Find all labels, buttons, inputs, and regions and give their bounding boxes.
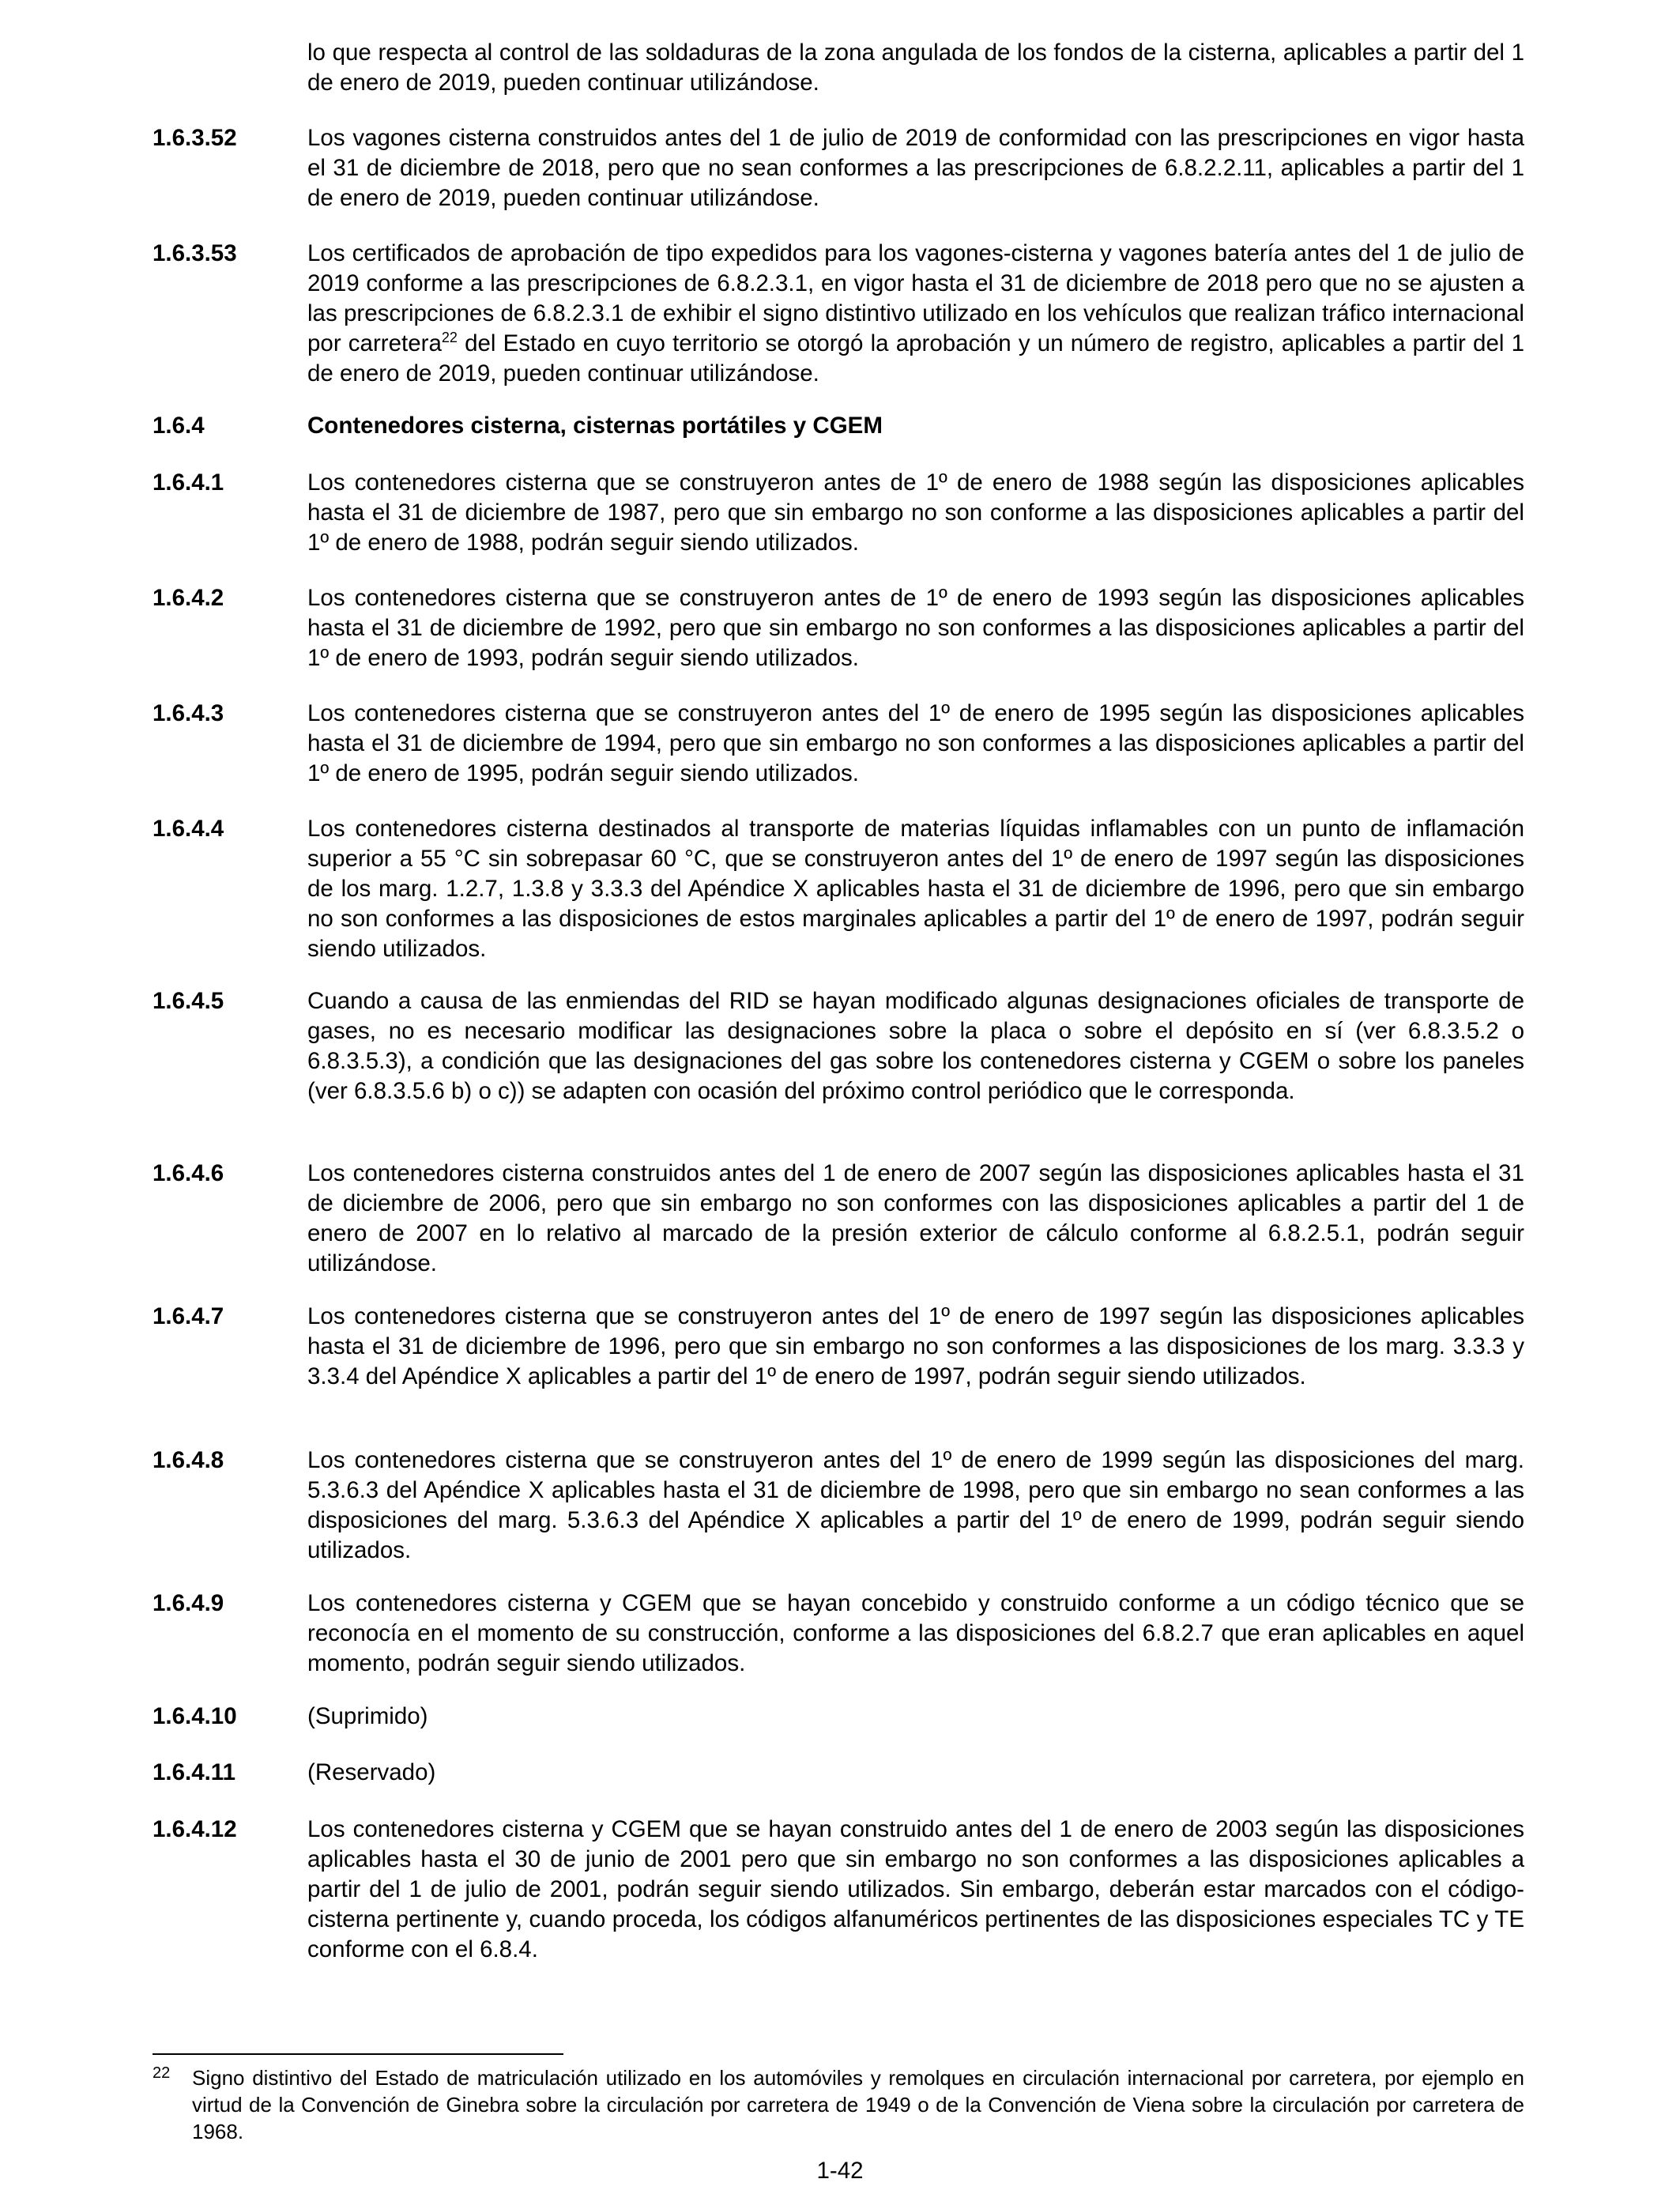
section-1-6-4-2 [153, 583, 1524, 673]
section-1-6-4-1 [153, 468, 1524, 558]
section-number: 1.6.4.11 [153, 1759, 235, 1785]
section-1-6-4-8 [153, 1446, 1524, 1566]
section-text: (Reservado) [307, 1759, 436, 1785]
section-text: Los contenedores cisterna que se construyeron antes del 1º de enero de 1997 según las disposiciones aplicables hasta el 31 de diciembre de 1996, pero que sin embargo no son conformes a las disposiciones de los marg. 3.3.3 y 3.3.4 del Apéndice X aplicables a partir del 1º de enero de 1997, podrán seguir siendo utilizados. [307, 1303, 1524, 1389]
section-number: 1.6.4.10 [153, 1703, 237, 1729]
footnote-mark: 22 [153, 2064, 171, 2082]
section-text: Los contenedores cisterna que se construyeron antes del 1º de enero de 1999 según las disposiciones del marg. 5.3.6.3 del Apéndice X aplicables hasta el 31 de diciembre de 1998, pero que sin embargo no sean conformes a las disposiciones del marg. 5.3.6.3 del Apéndice X aplicables a partir del 1º de enero de 1999, podrán seguir siendo utilizados. [307, 1447, 1524, 1563]
section-text: Cuando a causa de las enmiendas del RID se hayan modificado algunas designaciones oficiales de transporte de gases, no es necesario modificar las designaciones sobre la placa o sobre el depósito en sí (ver 6.8.3.5.2 o 6.8.3.5.3), a condición que las designaciones del gas sobre los contenedores cisterna y CGEM o sobre los paneles (ver 6.8.3.5.6 b) o c)) se adapten con ocasión del próximo control periódico que le corresponda. [307, 988, 1524, 1104]
section-1-6-4-3 [153, 699, 1524, 789]
section-1-6-4-12 [153, 1815, 1524, 1965]
section-number: 1.6.4.4 [153, 816, 224, 842]
section-number: 1.6.3.53 [153, 240, 237, 266]
section-text: Los contenedores cisterna que se construyeron antes de 1º de enero de 1988 según las disposiciones aplicables hasta el 31 de diciembre de 1987, pero que sin embargo no son conforme a las disposiciones aplicables a partir del 1º de enero de 1988, podrán seguir siendo utilizados. [307, 469, 1524, 556]
section-1-6-3-52 [153, 123, 1524, 213]
section-1-6-4-9 [153, 1589, 1524, 1679]
footnote [153, 2064, 1524, 2145]
section-number: 1.6.4 [153, 413, 205, 439]
section-number: 1.6.4.9 [153, 1590, 224, 1616]
section-number: 1.6.4.5 [153, 988, 224, 1014]
section-number: 1.6.4.2 [153, 585, 224, 611]
footnote-reference[interactable]: 22 [441, 330, 458, 346]
section-text: Los contenedores cisterna y CGEM que se hayan concebido y construido conforme a un código técnico que se reconocía en el momento de su construcción, conforme a las disposiciones del 6.8.2.7 que eran aplicables en aquel momento, podrán seguir siendo utilizados. [307, 1590, 1524, 1676]
section-number: 1.6.4.3 [153, 700, 224, 726]
section-text: Los contenedores cisterna y CGEM que se hayan construido antes del 1 de enero de 2003 según las disposiciones aplicables hasta el 30 de junio de 2001 pero que sin embargo no son conformes a las disposiciones aplicables a partir del 1 de julio de 2001, podrán seguir siendo utilizados. Sin embargo, deberán estar marcados con el código-cisterna pertinente y, cuando proceda, los códigos alfanuméricos pertinentes de las disposiciones especiales TC y TE conforme con el 6.8.4. [307, 1816, 1524, 1962]
section-1-6-3-53 [153, 239, 1524, 389]
page-number: 1-42 [816, 2158, 864, 2184]
section-number: 1.6.4.8 [153, 1447, 224, 1473]
section-heading-1-6-4 [153, 411, 1524, 441]
section-1-6-4-6 [153, 1159, 1524, 1279]
continuation-paragraph: lo que respecta al control de las soldaduras de la zona angulada de los fondos de la cisterna, aplicables a partir del 1 de enero de 2019, pueden continuar utilizándose. [307, 40, 1524, 96]
section-1-6-4-7 [153, 1302, 1524, 1392]
section-text: Los contenedores cisterna construidos antes del 1 de enero de 2007 según las disposiciones aplicables hasta el 31 de diciembre de 2006, pero que sin embargo no son conformes con las disposiciones aplicables a partir del 1 de enero de 2007 en lo relativo al marcado de la presión exterior de cálculo conforme al 6.8.2.5.1, podrán seguir utilizándose. [307, 1160, 1524, 1276]
footnote-separator [153, 2053, 563, 2055]
section-number: 1.6.4.6 [153, 1160, 224, 1186]
section-heading-title: Contenedores cisterna, cisternas portátiles y CGEM [307, 413, 883, 439]
footnote-text: Signo distintivo del Estado de matriculación utilizado en los automóviles y remolques en circulación internacional por carretera, por ejemplo en virtud de la Convención de Ginebra sobre la circulación por carretera de 1949 o de la Convención de Viena sobre la circulación por carretera de 1968. [192, 2066, 1524, 2143]
section-1-6-4-4 [153, 814, 1524, 964]
section-1-6-4-11 [153, 1758, 1524, 1788]
section-number: 1.6.4.12 [153, 1816, 237, 1842]
section-text: Los vagones cisterna construidos antes del 1 de julio de 2019 de conformidad con las prescripciones en vigor hasta el 31 de diciembre de 2018, pero que no sean conformes a las prescripciones de 6.8.2.2.11, aplicables a partir del 1 de enero de 2019, pueden continuar utilizándose. [307, 125, 1524, 211]
section-text: Los contenedores cisterna que se construyeron antes del 1º de enero de 1995 según las disposiciones aplicables hasta el 31 de diciembre de 1994, pero que sin embargo no son conformes a las disposiciones aplicables a partir del 1º de enero de 1995, podrán seguir siendo utilizados. [307, 700, 1524, 786]
section-number: 1.6.4.1 [153, 469, 224, 496]
section-text: Los contenedores cisterna destinados al transporte de materias líquidas inflamables con un punto de inflamación superior a 55 °C sin sobrepasar 60 °C, que se construyeron antes del 1º de enero de 1997 según las disposiciones de los marg. 1.2.7, 1.3.8 y 3.3.3 del Apéndice X aplicables hasta el 31 de diciembre de 1996, pero que sin embargo no son conformes a las disposiciones de estos marginales aplicables a partir del 1º de enero de 1997, podrán seguir siendo utilizados. [307, 816, 1524, 962]
section-1-6-4-10 [153, 1702, 1524, 1732]
section-text-part-b: del Estado en cuyo territorio se otorgó la aprobación y un número de registro, aplicables a partir del 1 de enero de 2019, pueden continuar utilizándose. [307, 330, 1524, 386]
section-text [307, 239, 1524, 389]
section-text-part-a: Los certificados de aprobación de tipo expedidos para los vagones-cisterna y vagones batería antes del 1 de julio de 2019 conforme a las prescripciones de 6.8.2.3.1, en vigor hasta el 31 de diciembre de 2018 pero que no se ajusten a las prescripciones de 6.8.2.3.1 de exhibir el signo distintivo utilizado en los vehículos que realizan tráfico internacional por carretera [307, 240, 1524, 356]
section-text: (Suprimido) [307, 1703, 428, 1729]
section-text: Los contenedores cisterna que se construyeron antes de 1º de enero de 1993 según las disposiciones aplicables hasta el 31 de diciembre de 1992, pero que sin embargo no son conformes a las disposiciones aplicables a partir del 1º de enero de 1993, podrán seguir siendo utilizados. [307, 585, 1524, 671]
section-number: 1.6.4.7 [153, 1303, 224, 1329]
section-number: 1.6.3.52 [153, 125, 237, 151]
section-1-6-4-5 [153, 986, 1524, 1106]
